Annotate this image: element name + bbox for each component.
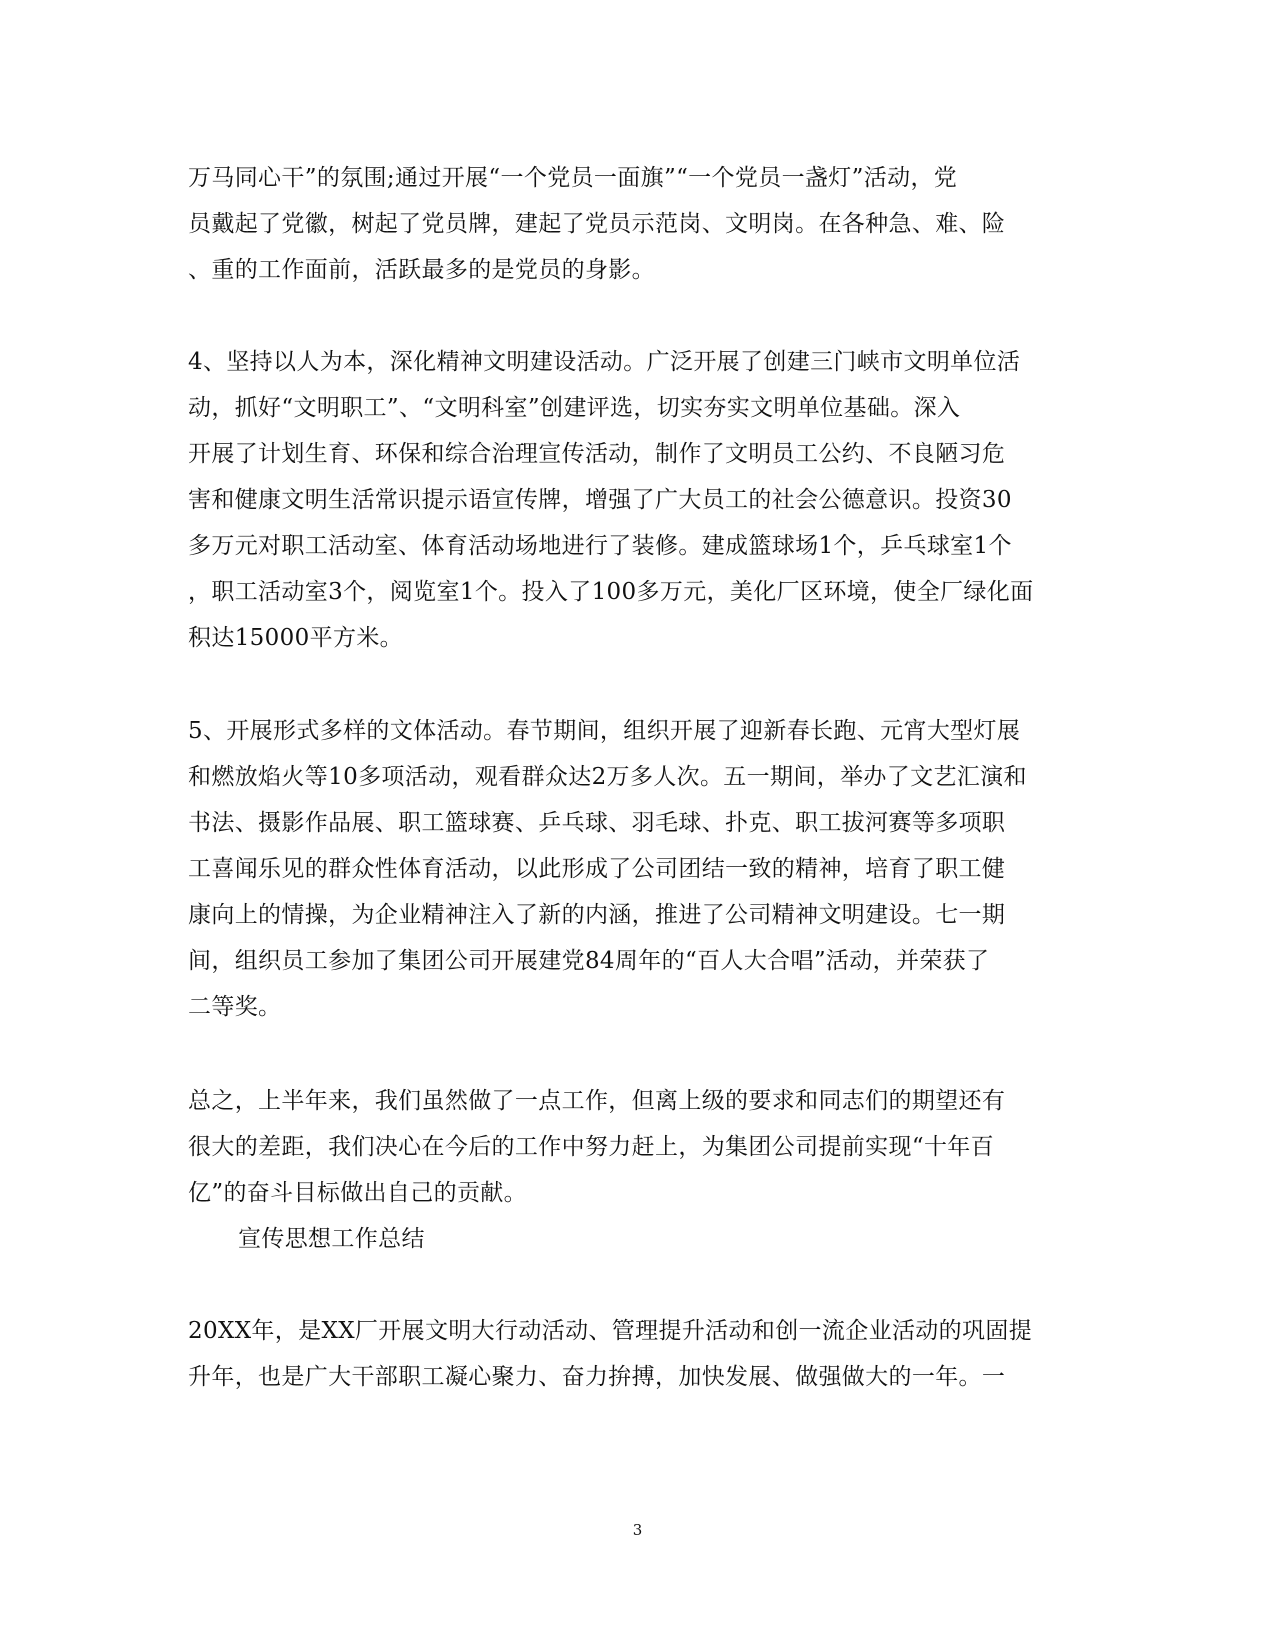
paragraph-line: 很大的差距，我们决心在今后的工作中努力赶上，为集团公司提前实现“十年百 bbox=[188, 1134, 995, 1160]
paragraph-line: 升年，也是广大干部职工凝心聚力、奋力拚搏，加快发展、做强做大的一年。一 bbox=[188, 1364, 1006, 1390]
paragraph-line: 开展了计划生育、环保和综合治理宣传活动，制作了文明员工公约、不良陋习危 bbox=[188, 441, 1006, 467]
paragraph-line: 二等奖。 bbox=[188, 994, 282, 1020]
paragraph-line: 、重的工作面前，活跃最多的是党员的身影。 bbox=[188, 257, 655, 283]
paragraph-line: 书法、摄影作品展、职工篮球赛、乒乓球、羽毛球、扑克、职工拔河赛等多项职 bbox=[188, 810, 1006, 836]
paragraph-line: 多万元对职工活动室、体育活动场地进行了装修。建成篮球场1个，乒乓球室1个 bbox=[188, 533, 1012, 559]
paragraph-line: 和燃放焰火等10多项活动，观看群众达2万多人次。五一期间，举办了文艺汇演和 bbox=[188, 764, 1027, 790]
paragraph-line: 4、坚持以人为本，深化精神文明建设活动。广泛开展了创建三门峡市文明单位活 bbox=[188, 349, 1021, 375]
paragraph-line: 总之，上半年来，我们虽然做了一点工作，但离上级的要求和同志们的期望还有 bbox=[188, 1088, 1006, 1114]
paragraph-line: 工喜闻乐见的群众性体育活动，以此形成了公司团结一致的精神，培育了职工健 bbox=[188, 856, 1006, 882]
paragraph-line: 20XX年，是XX厂开展文明大行动活动、管理提升活动和创一流企业活动的巩固提 bbox=[188, 1318, 1033, 1344]
paragraph-line: 间，组织员工参加了集团公司开展建党84周年的“百人大合唱”活动，并荣获了 bbox=[188, 948, 990, 974]
paragraph-line: 动，抓好“文明职工”、“文明科室”创建评选，切实夯实文明单位基础。深入 bbox=[188, 395, 961, 421]
paragraph-line: 亿”的奋斗目标做出自己的贡献。 bbox=[188, 1180, 528, 1206]
paragraph-line: ，职工活动室3个，阅览室1个。投入了100多万元，美化厂区环境，使全厂绿化面 bbox=[188, 579, 1034, 605]
paragraph-line: 康向上的情操，为企业精神注入了新的内涵，推进了公司精神文明建设。七一期 bbox=[188, 902, 1006, 928]
paragraph-line: 员戴起了党徽，树起了党员牌，建起了党员示范岗、文明岗。在各种急、难、险 bbox=[188, 211, 1006, 237]
paragraph-line: 5、开展形式多样的文体活动。春节期间，组织开展了迎新春长跑、元宵大型灯展 bbox=[188, 718, 1021, 744]
page-number: 3 bbox=[632, 1521, 643, 1539]
section-title: 宣传思想工作总结 bbox=[238, 1226, 425, 1252]
paragraph-line: 万马同心干”的氛围;通过开展“一个党员一面旗”“一个党员一盏灯”活动，党 bbox=[188, 165, 958, 191]
paragraph-line: 害和健康文明生活常识提示语宣传牌，增强了广大员工的社会公德意识。投资30 bbox=[188, 487, 1012, 513]
paragraph-line: 积达15000平方米。 bbox=[188, 625, 404, 651]
